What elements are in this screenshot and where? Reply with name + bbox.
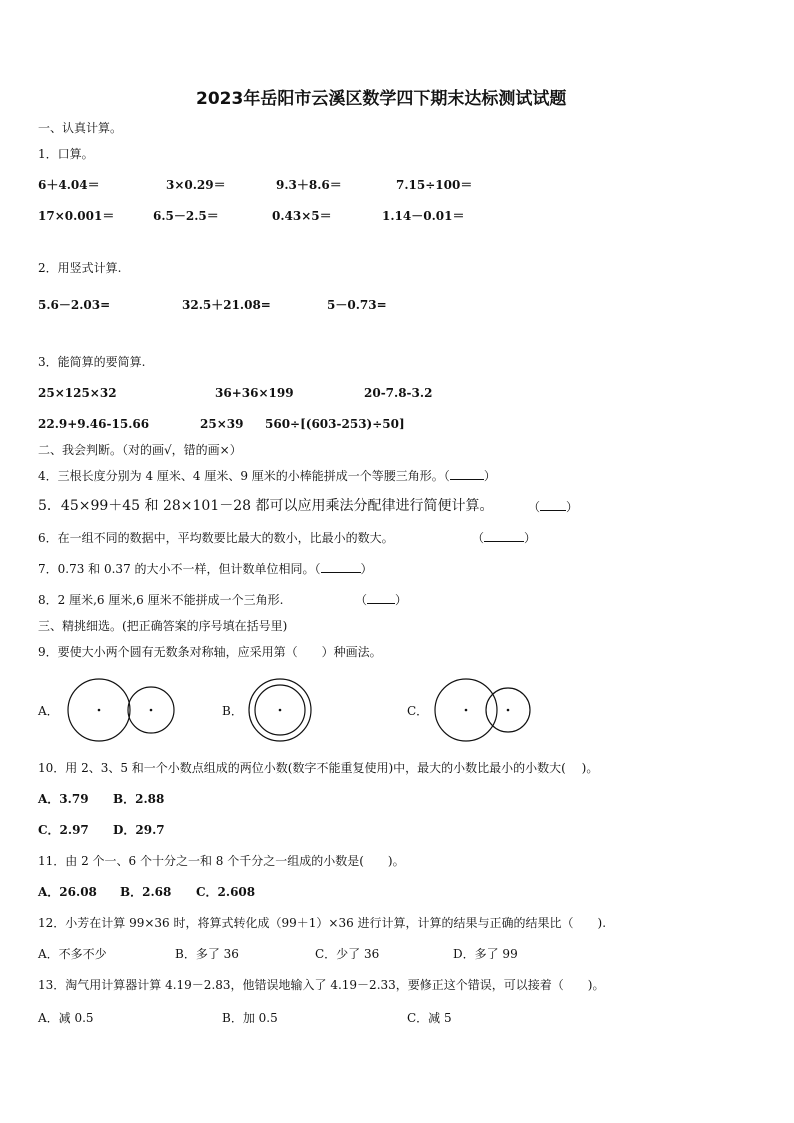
- center-dot: [279, 709, 282, 712]
- question-5: [38, 498, 494, 514]
- choice-option[interactable]: C．少了 36: [315, 947, 380, 961]
- question-5-bracket: [528, 499, 578, 515]
- oral-calc-item: 7.15÷100＝: [396, 178, 473, 192]
- oral-calc-item: 3×0.29＝: [166, 178, 226, 192]
- bracket-close: ）: [483, 469, 496, 483]
- figure-b-concentric-circles: [240, 672, 320, 752]
- option-c-label: C．: [407, 704, 429, 718]
- choice-option[interactable]: A．不多不少: [38, 947, 107, 961]
- page-title: 2023年岳阳市云溪区数学四下期末达标测试试题: [196, 89, 567, 109]
- choice-option[interactable]: C．减 5: [407, 1011, 452, 1025]
- choice-option[interactable]: B．加 0.5: [222, 1011, 278, 1025]
- center-dot: [507, 709, 510, 712]
- center-dot: [98, 709, 101, 712]
- question-12-text: 12．小芳在计算 99×36 时，将算式转化成（99＋1）×36 进行计算，计算的结果与正确的结果比（ ).: [38, 916, 607, 930]
- choice-option[interactable]: B．2.88: [113, 792, 165, 806]
- bracket-open: （: [528, 500, 541, 514]
- choice-option[interactable]: A．减 0.5: [38, 1011, 94, 1025]
- oral-calc-item: 9.3＋8.6＝: [276, 178, 342, 192]
- figure-c-intersecting-circles: [428, 672, 548, 752]
- choice-option[interactable]: A．26.08: [38, 885, 97, 899]
- question-13-text: 13．淘气用计算器计算 4.19－2.83，他错误地输入了 4.19－2.33，要修正这个错误，可以接着（ )。: [38, 978, 605, 992]
- figure-a-circles: [60, 672, 185, 752]
- simplify-calc-item: 25×39: [200, 417, 244, 431]
- section-heading-1: 一、认真计算。: [38, 121, 123, 135]
- answer-blank[interactable]: [367, 592, 395, 604]
- option-a-label: A．: [38, 704, 59, 718]
- question-8-text: 8．2 厘米,6 厘米,6 厘米不能拼成一个三角形.: [38, 593, 284, 607]
- answer-blank[interactable]: [321, 561, 361, 573]
- question-6-bracket: [472, 530, 536, 546]
- choice-option[interactable]: C．2.608: [196, 885, 256, 899]
- bracket-open: （: [355, 593, 368, 607]
- oral-calc-item: 17×0.001＝: [38, 209, 115, 223]
- bracket-close: ）: [395, 593, 408, 607]
- choice-option[interactable]: A．3.79: [38, 792, 89, 806]
- question-5-text: 5．45×99＋45 和 28×101－28 都可以应用乘法分配律进行简便计算。: [38, 498, 494, 514]
- question-7: [38, 561, 373, 577]
- simplify-calc-item: 36+36×199: [215, 386, 294, 400]
- simplify-calc-item: 25×125×32: [38, 386, 117, 400]
- option-b-label: B．: [222, 704, 243, 718]
- center-dot: [150, 709, 153, 712]
- center-dot: [465, 709, 468, 712]
- question-1-label: 1．口算。: [38, 147, 94, 161]
- question-8: [38, 592, 283, 608]
- answer-blank[interactable]: [450, 468, 484, 480]
- bracket-open: （: [472, 531, 485, 545]
- question-7-text: 7．0.73 和 0.37 的大小不一样，但计数单位相同。（: [38, 562, 321, 576]
- simplify-calc-item: 22.9+9.46-15.66: [38, 417, 150, 431]
- question-11-text: 11．由 2 个一、6 个十分之一和 8 个千分之一组成的小数是( )。: [38, 854, 405, 868]
- choice-option[interactable]: D．29.7: [113, 823, 165, 837]
- choice-option[interactable]: D．多了 99: [453, 947, 518, 961]
- vertical-calc-item: 5.6－2.03=: [38, 298, 111, 312]
- oral-calc-item: 6＋4.04＝: [38, 178, 100, 192]
- simplify-calc-item: 20-7.8-3.2: [364, 386, 433, 400]
- question-4: [38, 468, 496, 484]
- choice-option[interactable]: B．多了 36: [175, 947, 239, 961]
- oral-calc-item: 1.14－0.01＝: [382, 209, 465, 223]
- vertical-calc-item: 5－0.73=: [327, 298, 387, 312]
- question-9-text: 9．要使大小两个圆有无数条对称轴，应采用第（ ）种画法。: [38, 645, 382, 659]
- section-heading-3: 三、精挑细选。(把正确答案的序号填在括号里): [38, 619, 288, 633]
- question-6-text: 6．在一组不同的数据中，平均数要比最大的数小，比最小的数大。: [38, 531, 394, 545]
- question-10-text: 10．用 2、3、5 和一个小数点组成的两位小数(数字不能重复使用)中，最大的小数比最小的小数大( )。: [38, 761, 599, 775]
- answer-blank[interactable]: [540, 499, 566, 511]
- bracket-close: ）: [360, 562, 373, 576]
- bracket-close: ）: [566, 500, 579, 514]
- oral-calc-item: 6.5－2.5＝: [153, 209, 219, 223]
- question-3-label: 3．能简算的要简算.: [38, 355, 146, 369]
- simplify-calc-item: 560÷[(603-253)÷50]: [265, 417, 405, 431]
- vertical-calc-item: 32.5＋21.08=: [182, 298, 271, 312]
- bracket-close: ）: [524, 531, 537, 545]
- question-2-label: 2．用竖式计算.: [38, 261, 122, 275]
- question-6: [38, 530, 394, 546]
- question-4-text: 4．三根长度分别为 4 厘米、4 厘米、9 厘米的小棒能拼成一个等腰三角形。（: [38, 469, 450, 483]
- choice-option[interactable]: B．2.68: [120, 885, 172, 899]
- question-8-bracket: [355, 592, 407, 608]
- choice-option[interactable]: C．2.97: [38, 823, 89, 837]
- oral-calc-item: 0.43×5＝: [272, 209, 332, 223]
- answer-blank[interactable]: [484, 530, 524, 542]
- section-heading-2: 二、我会判断。（对的画√，错的画×）: [38, 443, 242, 457]
